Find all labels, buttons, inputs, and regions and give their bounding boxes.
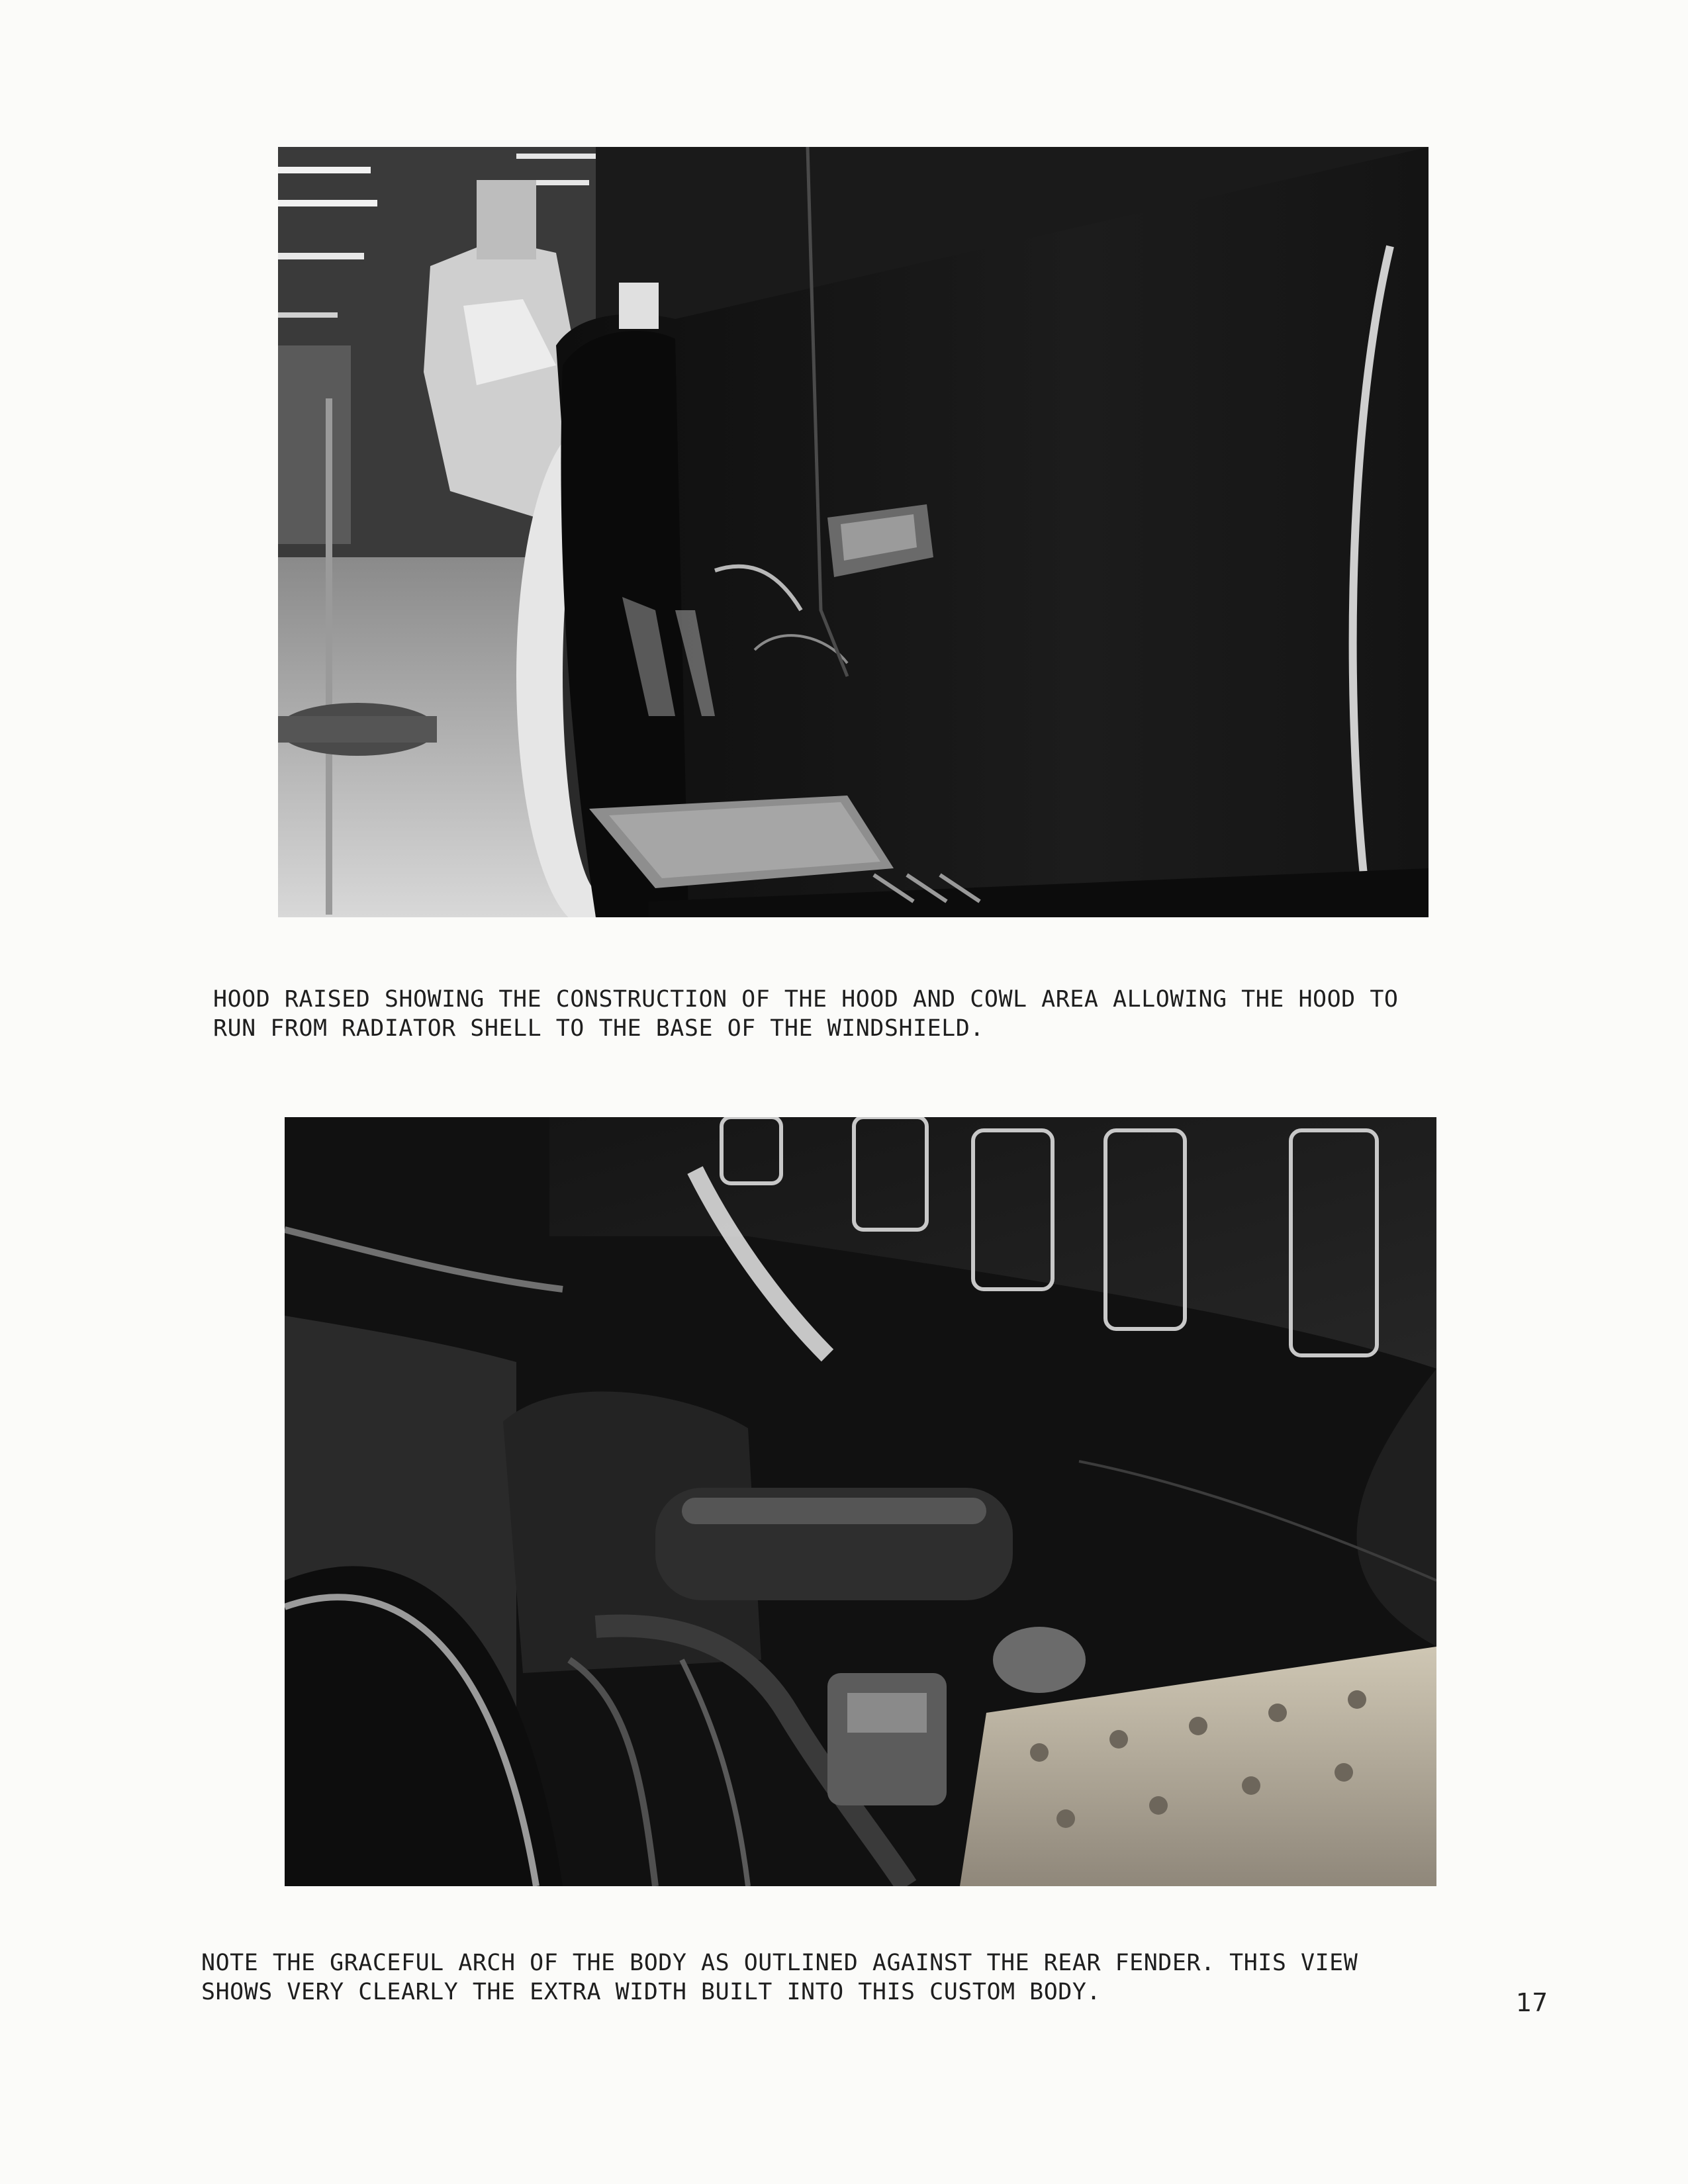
photo-engine-compartment-drawing bbox=[285, 1117, 1436, 1886]
photo-car-side-fender bbox=[278, 147, 1429, 917]
caption-hood-raised bbox=[213, 985, 1398, 1043]
caption-line: HOOD RAISED SHOWING THE CONSTRUCTION OF THE HOOD AND COWL AREA ALLOWING THE HOOD TO bbox=[213, 986, 1399, 1013]
caption-graceful-arch bbox=[201, 1948, 1358, 2007]
photo-car-side-fender-drawing bbox=[278, 147, 1429, 917]
caption-line: SHOWS VERY CLEARLY THE EXTRA WIDTH BUILT INTO THIS CUSTOM BODY. bbox=[201, 1979, 1102, 2005]
caption-line: NOTE THE GRACEFUL ARCH OF THE BODY AS OUTLINED AGAINST THE REAR FENDER. THIS VIEW bbox=[201, 1950, 1358, 1976]
page-number: 17 bbox=[1516, 1988, 1548, 2017]
photo-engine-compartment bbox=[285, 1117, 1436, 1886]
caption-line: RUN FROM RADIATOR SHELL TO THE BASE OF THE WINDSHIELD. bbox=[213, 1015, 984, 1042]
